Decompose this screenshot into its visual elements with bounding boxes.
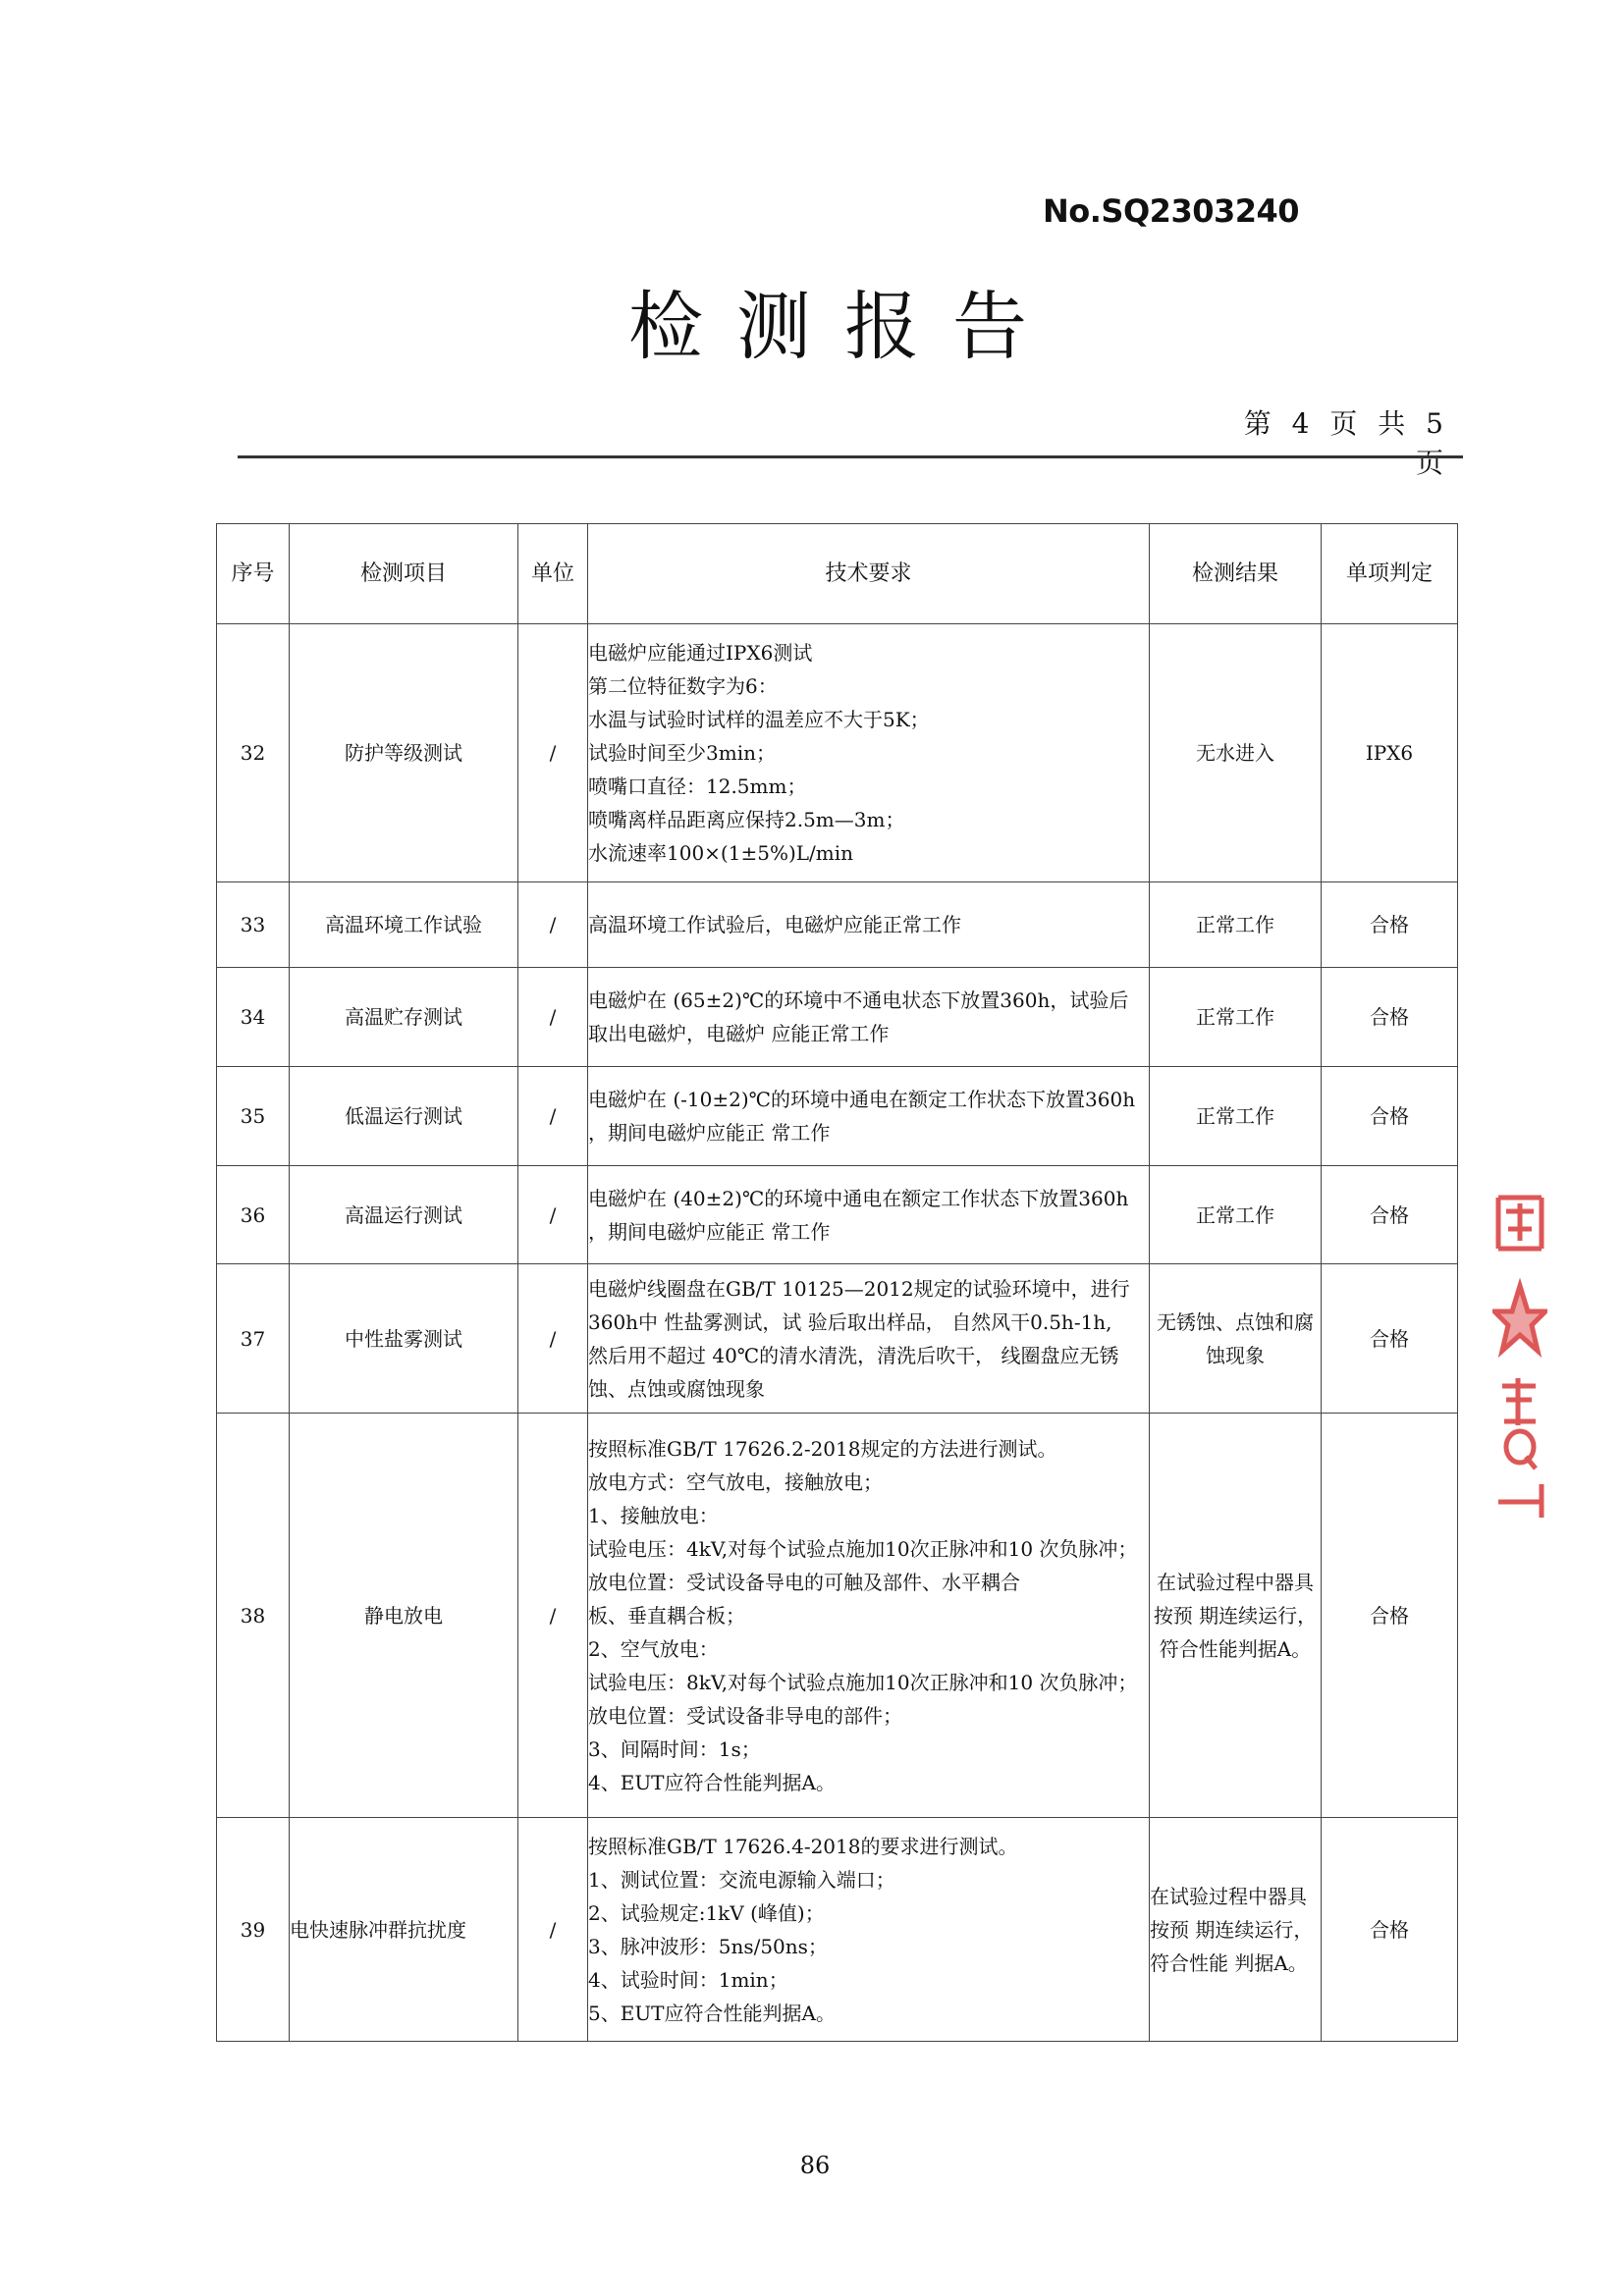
row-result: 无水进入 — [1150, 624, 1322, 882]
row-result — [1150, 1414, 1322, 1818]
row-requirement — [588, 1414, 1150, 1818]
row-item: 高温运行测试 — [290, 1166, 518, 1264]
result-text: 在试验过程中器具按预 期连续运行，符合性能 判据A。 — [1150, 1884, 1314, 1975]
row-verdict: 合格 — [1322, 1414, 1458, 1818]
row-item: 中性盐雾测试 — [290, 1264, 518, 1414]
row-item: 高温环境工作试验 — [290, 882, 518, 968]
row-verdict: 合格 — [1322, 1067, 1458, 1166]
row-requirement — [588, 1818, 1150, 2042]
row-item: 高温贮存测试 — [290, 968, 518, 1067]
row-verdict: IPX6 — [1322, 624, 1458, 882]
requirement-line: 水流速率100×(1±5%)L/min — [588, 841, 854, 865]
requirement-line: 放电位置：受试设备导电的可触及部件、水平耦合 — [588, 1570, 1020, 1594]
table-header-row — [217, 524, 1458, 624]
col-header-no: 序号 — [217, 524, 290, 624]
page-info: 第 4 页 共 5 页 — [1243, 407, 1449, 479]
col-header-unit: 单位 — [518, 524, 588, 624]
row-verdict: 合格 — [1322, 882, 1458, 968]
result-text: 无锈蚀、点蚀和腐蚀现象 — [1157, 1309, 1314, 1367]
col-header-verdict: 单项判定 — [1322, 524, 1458, 624]
row-item: 低温运行测试 — [290, 1067, 518, 1166]
requirement-line: 喷嘴口直径：12.5mm； — [588, 774, 807, 798]
row-unit: / — [518, 624, 588, 882]
requirement-line: ，期间电磁炉应能正 常工作 — [588, 1121, 831, 1145]
requirement-line: 3、脉冲波形：5ns/50ns； — [588, 1934, 828, 1958]
row-no: 39 — [217, 1818, 290, 2042]
row-result — [1150, 1818, 1322, 2042]
requirement-line: 4、试验时间：1min； — [588, 1967, 788, 1992]
row-no: 33 — [217, 882, 290, 968]
requirement-line: 1、接触放电： — [588, 1503, 719, 1527]
table-row — [217, 968, 1458, 1067]
row-unit: / — [518, 1414, 588, 1818]
result-text: 在试验过程中器具按预 期连续运行，符合性能判据A。 — [1153, 1570, 1318, 1661]
row-verdict: 合格 — [1322, 1166, 1458, 1264]
row-verdict: 合格 — [1322, 1264, 1458, 1414]
row-item: 电快速脉冲群抗扰度 — [290, 1818, 518, 2042]
inspection-table — [216, 523, 1458, 2042]
table-row — [217, 1067, 1458, 1166]
requirement-line: 然后用不超过 40℃的清水清洗，清洗后吹干， 线圈盘应无锈 — [588, 1343, 1119, 1367]
table-row — [217, 1264, 1458, 1414]
report-number: No.SQ2303240 — [1043, 192, 1300, 230]
requirement-line: 电磁炉在 (65±2)℃的环境中不通电状态下放置360h，试验后 — [588, 988, 1129, 1012]
row-requirement — [588, 624, 1150, 882]
col-header-item: 检测项目 — [290, 524, 518, 624]
requirement-line: 电磁炉应能通过IPX6测试 — [588, 641, 813, 665]
row-unit: / — [518, 1166, 588, 1264]
inspection-seal-icon — [1492, 1190, 1547, 1523]
row-unit: / — [518, 882, 588, 968]
row-result: 正常工作 — [1150, 1067, 1322, 1166]
requirement-line: 电磁炉线圈盘在GB/T 10125—2012规定的试验环境中，进行 — [588, 1276, 1130, 1301]
header-rule — [238, 455, 1463, 458]
row-no: 36 — [217, 1166, 290, 1264]
row-verdict: 合格 — [1322, 968, 1458, 1067]
table-row — [217, 882, 1458, 968]
row-no: 32 — [217, 624, 290, 882]
table-row — [217, 624, 1458, 882]
requirement-line: 蚀、点蚀或腐蚀现象 — [588, 1376, 765, 1401]
row-no: 37 — [217, 1264, 290, 1414]
requirement-line: 试验电压：8kV,对每个试验点施加10次正脉冲和10 次负脉冲； — [588, 1670, 1138, 1694]
table-row — [217, 1818, 1458, 2042]
row-unit: / — [518, 968, 588, 1067]
row-no: 38 — [217, 1414, 290, 1818]
requirement-line: 试验电压：4kV,对每个试验点施加10次正脉冲和10 次负脉冲； — [588, 1536, 1138, 1561]
row-requirement — [588, 882, 1150, 968]
row-verdict: 合格 — [1322, 1818, 1458, 2042]
requirement-line: ，期间电磁炉应能正 常工作 — [588, 1219, 831, 1244]
row-requirement — [588, 1166, 1150, 1264]
row-requirement — [588, 1067, 1150, 1166]
requirement-line: 水温与试验时试样的温差应不大于5K； — [588, 708, 930, 731]
row-result: 正常工作 — [1150, 1166, 1322, 1264]
requirement-line: 电磁炉在 (-10±2)℃的环境中通电在额定工作状态下放置360h — [588, 1088, 1136, 1111]
row-result — [1150, 1264, 1322, 1414]
requirement-line: 5、EUT应符合性能判据A。 — [588, 2001, 836, 2025]
requirement-line: 试验时间至少3min； — [588, 741, 776, 765]
table-row — [217, 1166, 1458, 1264]
requirement-line: 按照标准GB/T 17626.4-2018的要求进行测试。 — [588, 1834, 1018, 1858]
requirement-line: 喷嘴离样品距离应保持2.5m—3m； — [588, 808, 905, 831]
page-number: 86 — [799, 2152, 831, 2179]
requirement-line: 电磁炉在 (40±2)℃的环境中通电在额定工作状态下放置360h — [588, 1186, 1129, 1210]
requirement-line: 放电位置：受试设备非导电的部件； — [588, 1703, 902, 1728]
col-header-result: 检测结果 — [1150, 524, 1322, 624]
col-header-requirement: 技术要求 — [588, 524, 1150, 624]
row-result: 正常工作 — [1150, 968, 1322, 1067]
requirement-line: 2、空气放电： — [588, 1636, 719, 1661]
requirement-line: 1、测试位置：交流电源输入端口； — [588, 1867, 895, 1892]
row-unit: / — [518, 1818, 588, 2042]
requirement-line: 放电方式：空气放电，接触放电； — [588, 1469, 883, 1494]
requirement-line: 360h中 性盐雾测试，试 验后取出样品， 自然风干0.5h-1h, — [588, 1309, 1112, 1334]
requirement-line: 4、EUT应符合性能判据A。 — [588, 1770, 836, 1794]
table-row — [217, 1414, 1458, 1818]
requirement-line: 2、试验规定:1kV (峰值)； — [588, 1900, 825, 1925]
row-item: 防护等级测试 — [290, 624, 518, 882]
requirement-line: 高温环境工作试验后，电磁炉应能正常工作 — [588, 913, 961, 936]
requirement-line: 第二位特征数字为6： — [588, 674, 778, 698]
report-title: 检测报告 — [628, 283, 1060, 370]
row-unit: / — [518, 1067, 588, 1166]
row-unit: / — [518, 1264, 588, 1414]
row-result: 正常工作 — [1150, 882, 1322, 968]
row-item: 静电放电 — [290, 1414, 518, 1818]
requirement-line: 取出电磁炉，电磁炉 应能正常工作 — [588, 1022, 890, 1045]
row-requirement — [588, 968, 1150, 1067]
requirement-line: 板、垂直耦合板； — [588, 1603, 745, 1628]
row-requirement — [588, 1264, 1150, 1414]
requirement-line: 按照标准GB/T 17626.2-2018规定的方法进行测试。 — [588, 1436, 1057, 1461]
row-no: 35 — [217, 1067, 290, 1166]
row-no: 34 — [217, 968, 290, 1067]
requirement-line: 3、间隔时间：1s； — [588, 1736, 761, 1761]
